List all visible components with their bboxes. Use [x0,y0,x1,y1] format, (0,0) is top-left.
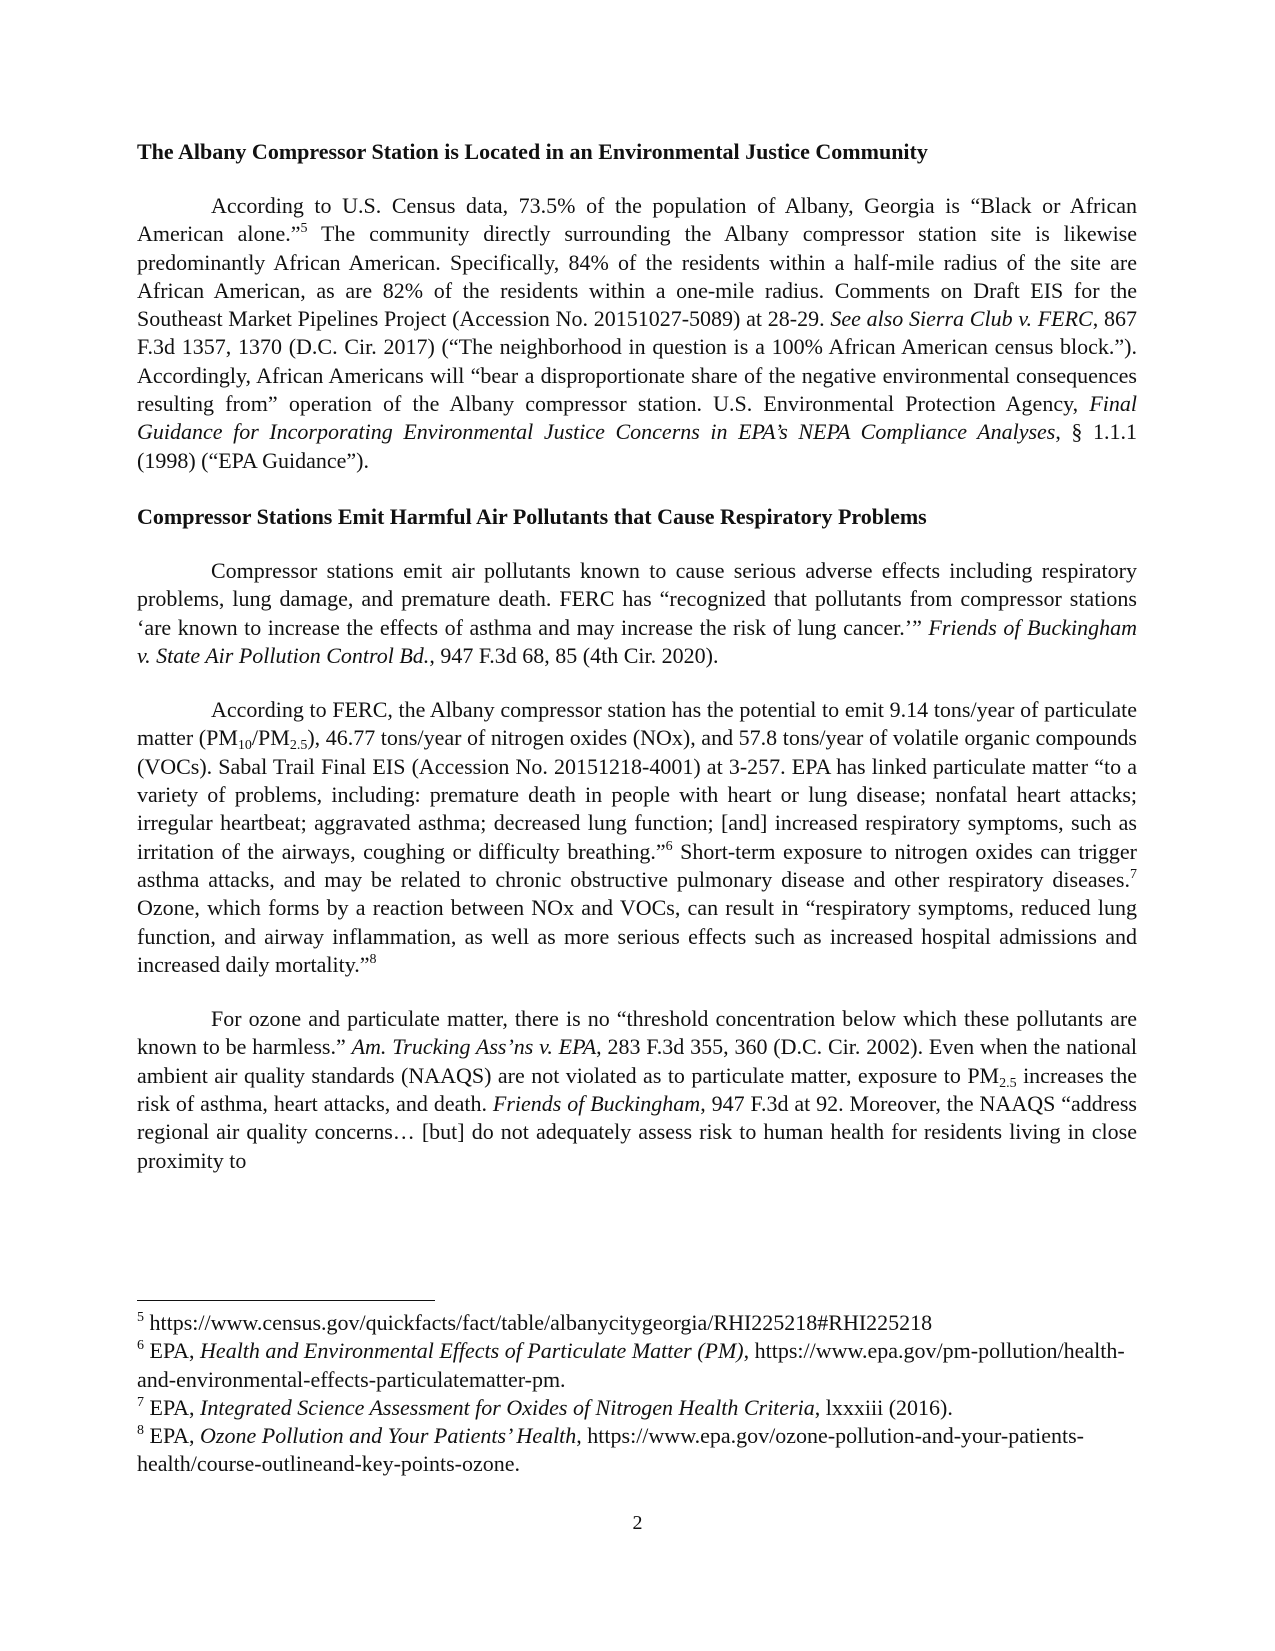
footnote-6: $^6$ EPA, Health and Environmental Effects of Particulate Matter (PM), https://www.epa.gov/pm-pollution/health-and-environmental-effects-particulatematter-pm. [137,1338,1125,1392]
section-heading-environmental-justice: The Albany Compressor Station is Located in an Environmental Justice Community [137,139,928,164]
footnotes [137,1300,1137,1479]
footnote-divider [137,1300,435,1301]
body-text [137,138,1137,1175]
footnote-link-epa-ozone[interactable]: , https://www.epa.gov/ozone-pollution-and-your-patients-health/course-outlineand-key-points-ozone. [137,1423,1084,1477]
footnote-ref-7: 7 [1130,866,1137,882]
paragraph-albany-emissions: According to FERC, the Albany compressor station has the potential to emit 9.14 tons/year of particulate matter $(PM_{10}/PM_{2.5})$, 46.77 tons/year of nitrogen oxides (NOx), and 57.8 tons/year of volatile organic compounds (VOCs). Sabal Trail Final EIS (Accession No. 20151218-4001) at 3-257. EPA has linked particulate matter “to a variety of problems, including: premature death in people with heart or lung disease; nonfatal heart attacks; irregular heartbeat; aggravated asthma; decreased lung function; [and] increased respiratory symptoms, such as irritation of the airways, coughing or difficulty breathing.”$^6$ Short-term exposure to nitrogen oxides can trigger asthma attacks, and may be related to chronic obstructive pulmonary disease and other respiratory diseases.$^7$ Ozone, which forms by a reaction between NOx and VOCs, can result in “respiratory symptoms, reduced lung function, and airway inflammation, as well as more serious effects such as increased hospital admissions and increased daily mortality.”$^8$ [137,697,1137,977]
section-heading-air-pollutants: Compressor Stations Emit Harmful Air Pollutants that Cause Respiratory Problems [137,503,927,529]
footnote-link-epa-pm[interactable]: , https://www.epa.gov/pm-pollution/health-and-environmental-effects-particulatematter-pm. [137,1338,1125,1392]
footnote-link-census[interactable]: https://www.census.gov/quickfacts/fact/table/albanycitygeorgia/RHI225218#RHI225218 [144,1310,933,1335]
page-number: 2 [632,1512,643,1534]
footnote-5: $^5$ https://www.census.gov/quickfacts/fact/table/albanycitygeorgia/RHI225218#RHI225218 [137,1310,933,1335]
footnote-7: $^7$ EPA, Integrated Science Assessment for Oxides of Nitrogen Health Criteria, lxxxiii (2016). [137,1394,953,1420]
footnote-8: $^8$ EPA, Ozone Pollution and Your Patients’ Health, https://www.epa.gov/ozone-pollution-and-your-patients-health/course-outlineand-key-points-ozone. [137,1423,1084,1477]
paragraph-compressor-emissions: Compressor stations emit air pollutants known to cause serious adverse effects including respiratory problems, lung damage, and premature death. FERC has “recognized that pollutants from compressor stations ‘are known to increase the effects of asthma and may increase the risk of lung cancer.’” Friends of Buckingham v. State Air Pollution Control Bd., 947 F.3d 68, 85 (4th Cir. 2020). [137,557,1137,668]
paragraph-census-data: According to U.S. Census data, 73.5% of the population of Albany, Georgia is “Black or African American alone.”$^5$ The community directly surrounding the Albany compressor station site is likewise predominantly African American. Specifically, 84% of the residents within a half-mile radius of the site are African American, as are 82% of the residents within a one-mile radius. Comments on Draft EIS for the Southeast Market Pipelines Project (Accession No. 20151027-5089) at 28-29. See also Sierra Club v. FERC, 867 F.3d 1357, 1370 (D.C. Cir. 2017) (“The neighborhood in question is a 100% African American census block.”). Accordingly, African Americans will “bear a disproportionate share of the negative environmental consequences resulting from” operation of the Albany compressor station. U.S. Environmental Protection Agency, Final Guidance for Incorporating Environmental Justice Concerns in EPA’s NEPA Compliance Analyses, § 1.1.1 (1998) (“EPA Guidance”). [137,193,1138,473]
paragraph-ozone-threshold: For ozone and particulate matter, there is no “threshold concentration below which these pollutants are known to be harmless.” Am. Trucking Ass’ns v. EPA, 283 F.3d 355, 360 (D.C. Cir. 2002). Even when the national ambient air quality standards (NAAQS) are not violated as to particulate matter, exposure to $PM_{2.5}$ increases the risk of asthma, heart attacks, and death. Friends of Buckingham, 947 F.3d at 92. Moreover, the NAAQS “address regional air quality concerns… [but] do not adequately assess risk to human health for residents living in close proximity to [137,1006,1138,1173]
footnote-ref-5: 5 [300,221,308,237]
footnote-ref-8: 8 [369,951,377,967]
footnote-ref-6: 6 [665,838,673,854]
